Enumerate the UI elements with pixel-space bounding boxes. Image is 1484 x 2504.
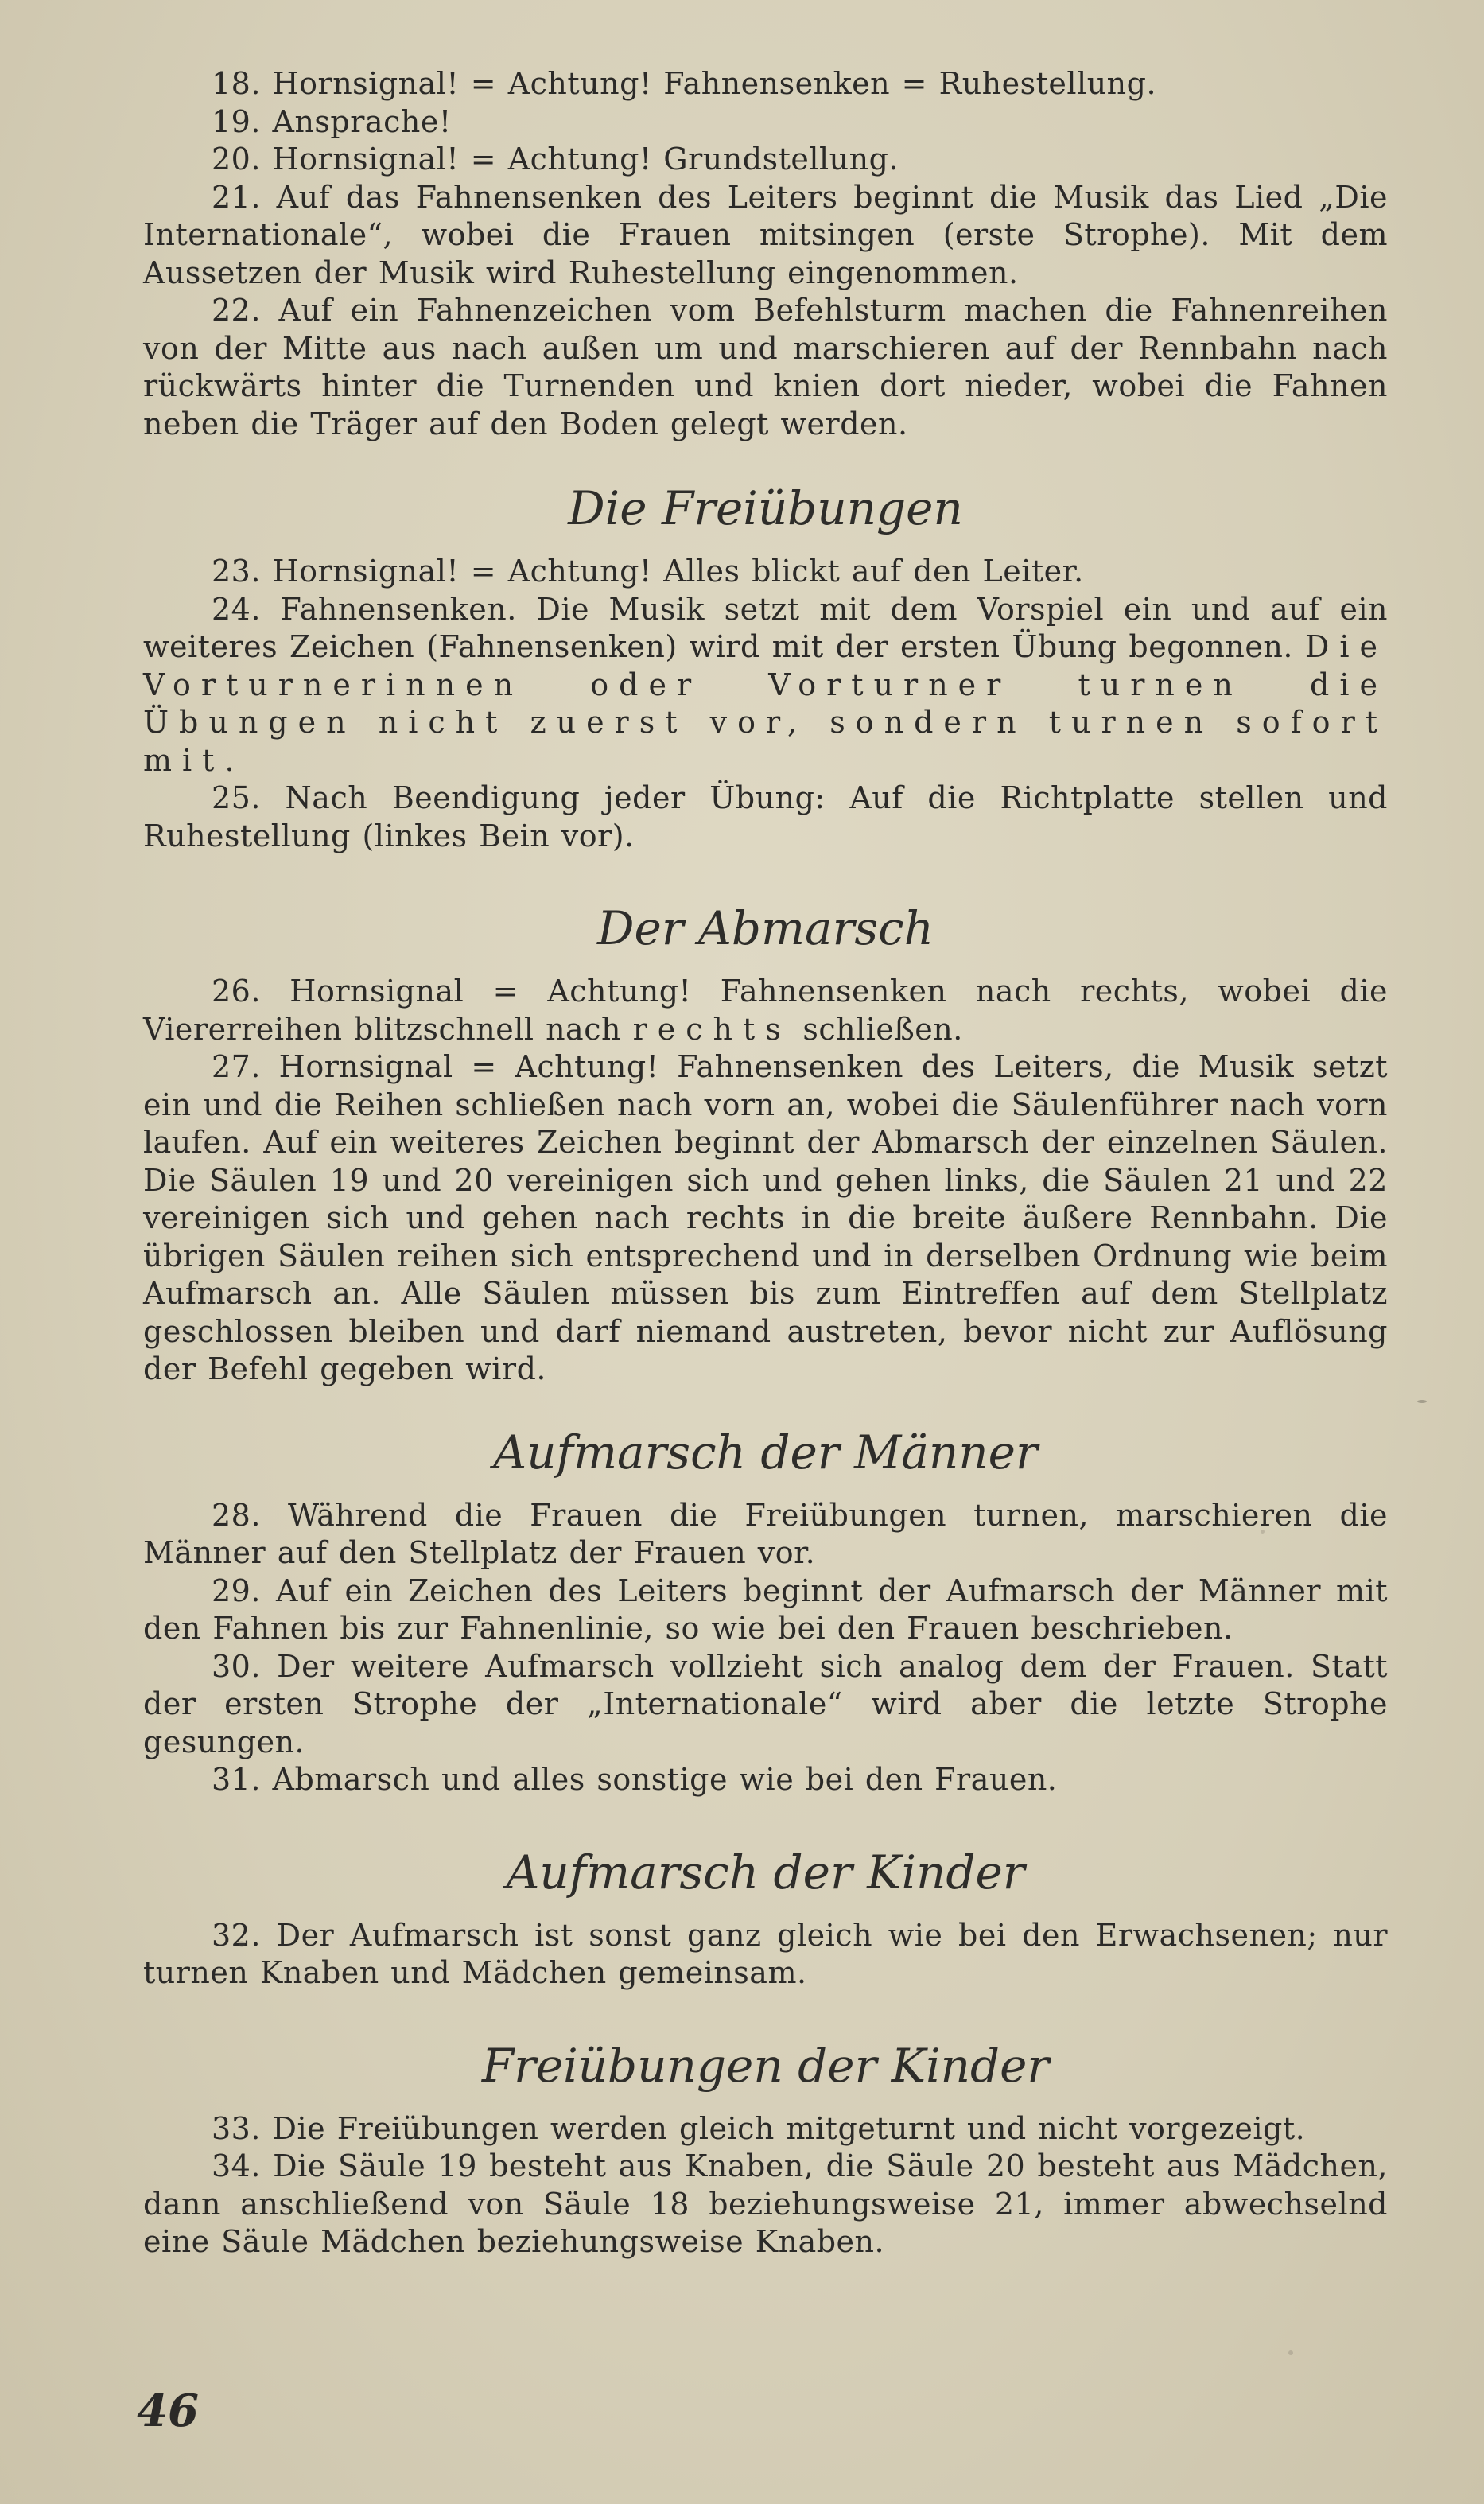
paragraph-19: 19. Ansprache! <box>212 103 452 139</box>
paragraph-23: 23. Hornsignal! = Achtung! Alles blickt auf den Leiter. <box>212 554 1084 589</box>
paragraph-22: 22. Auf ein Fahnenzeichen vom Befehlsturm machen die Fahnenreihen von der Mitte aus nach außen um und marschieren auf der Rennbahn nach rückwärts hinter die Turnenden und knien dort nieder, wobei die Fahnen neben die Träger auf den Boden gelegt werden. <box>143 293 1388 441</box>
paragraph-26-text: 26. Hornsignal = Achtung! Fahnensenken nach rechts, wobei die Viererreihen blitzschnell nach <box>143 974 1388 1047</box>
paragraph-29: 29. Auf ein Zeichen des Leiters beginnt der Aufmarsch der Männer mit den Fahnen bis zur Fahnenlinie, so wie bei den Frauen beschrieben. <box>143 1573 1388 1646</box>
paragraph-34: 34. Die Säule 19 besteht aus Knaben, die Säule 20 besteht aus Mädchen, dann anschließend von Säule 18 beziehungsweise 21, immer abwechselnd eine Säule Mädchen beziehungsweise Knaben. <box>143 2148 1388 2259</box>
heading-aufmarsch-maenner: Aufmarsch der Männer <box>493 1425 1038 1479</box>
paragraph-24 <box>143 591 1388 780</box>
paragraph-18: 18. Hornsignal! = Achtung! Fahnensenken = Ruhestellung. <box>212 66 1157 101</box>
paragraph-27: 27. Hornsignal = Achtung! Fahnensenken des Leiters, die Musik setzt ein und die Reihen schließen nach vorn an, wobei die Säulenführer nach vorn laufen. Auf ein weiteres Zeichen beginnt der Abmarsch der einzelnen Säulen. Die Säulen 19 und 20 vereinigen sich und gehen links, die Säulen 21 und 22 vereinigen sich und gehen nach rechts in die breite äußere Rennbahn. Die übrigen Säulen reihen sich entsprechend und in derselben Ordnung wie beim Aufmarsch an. Alle Säulen müssen bis zum Eintreffen auf dem Stellplatz geschlossen bleiben und darf niemand austreten, bevor nicht zur Auflösung der Befehl gegeben wird. <box>143 1049 1388 1386</box>
page-number: 46 <box>137 2385 199 2437</box>
paragraph-24-text: 24. Fahnensenken. Die Musik setzt mit dem Vorspiel ein und auf ein weiteres Zeichen (Fahnensenken) wird mit der ersten Übung begonnen. <box>143 591 1388 664</box>
heading-freiuebungen: Die Freiübungen <box>568 481 963 535</box>
paragraph-20: 20. Hornsignal! = Achtung! Grundstellung. <box>212 142 899 177</box>
paragraph-32: 32. Der Aufmarsch ist sonst ganz gleich wie bei den Erwachsenen; nur turnen Knaben und Mädchen gemeinsam. <box>143 1917 1388 1990</box>
paragraph-30: 30. Der weitere Aufmarsch vollzieht sich analog dem der Frauen. Statt der ersten Strophe der „Internationale“ wird aber die letzte Strophe gesungen. <box>143 1648 1388 1759</box>
paragraph-26-tail-text: schließen. <box>802 1011 963 1047</box>
paragraph-26 <box>143 973 1388 1048</box>
paper-speck <box>239 1941 245 1947</box>
paper-speck <box>1261 1530 1265 1534</box>
paragraph-25: 25. Nach Beendigung jeder Übung: Auf die Richtplatte stellen und Ruhestellung (linkes Bein vor). <box>143 780 1388 853</box>
heading-abmarsch: Der Abmarsch <box>597 901 934 955</box>
paragraph-31: 31. Abmarsch und alles sonstige wie bei den Frauen. <box>212 1762 1058 1797</box>
heading-aufmarsch-kinder: Aufmarsch der Kinder <box>506 1845 1025 1899</box>
paragraph-21: 21. Auf das Fahnensenken des Leiters beginnt die Musik das Lied „Die Internationale“, wobei die Frauen mitsingen (erste Strophe). Mit dem Aussetzen der Musik wird Ruhestellung eingenommen. <box>143 179 1388 290</box>
paper-speck <box>1288 2350 1293 2355</box>
heading-freiuebungen-kinder: Freiübungen der Kinder <box>481 2038 1050 2093</box>
paper-speck <box>1417 1400 1427 1403</box>
paragraph-33: 33. Die Freiübungen werden gleich mitgeturnt und nicht vorgezeigt. <box>212 2110 1306 2146</box>
paragraph-26-spaced-text: rechts <box>632 1011 791 1047</box>
paragraph-24-spaced-text: Die Vorturnerinnen oder Vorturner turnen die Übungen nicht zuerst vor, sondern turnen sofort mit. <box>143 629 1388 778</box>
paragraph-28: 28. Während die Frauen die Freiübungen turnen, marschieren die Männer auf den Stellplatz der Frauen vor. <box>143 1497 1388 1570</box>
document-body <box>143 65 1388 2261</box>
